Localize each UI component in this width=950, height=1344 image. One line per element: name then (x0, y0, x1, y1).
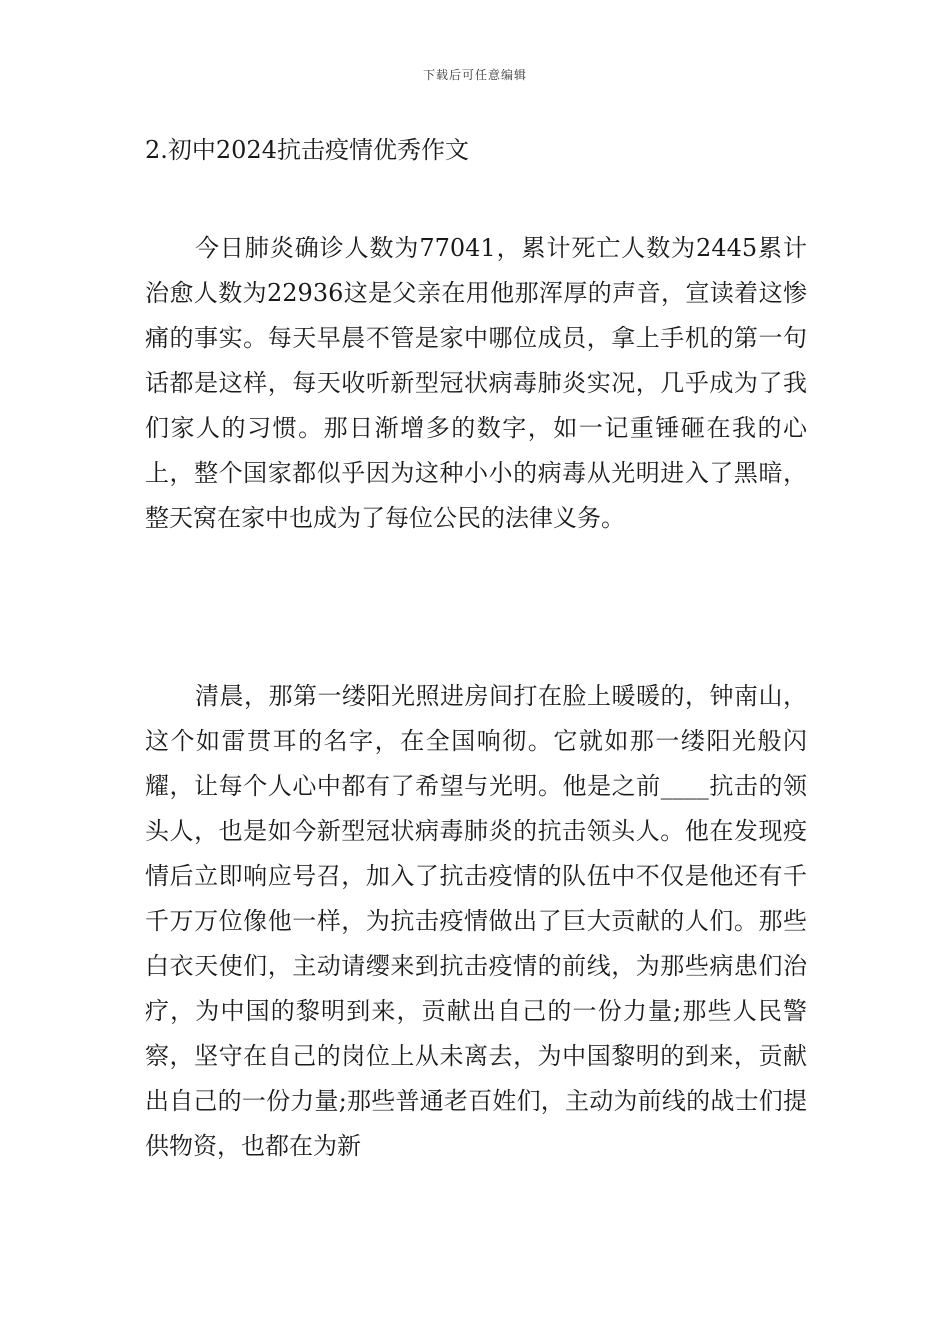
paragraph-2: 清晨，那第一缕阳光照进房间打在脸上暖暖的，钟南山，这个如雷贯耳的名字，在全国响彻。它就如那一缕阳光般闪耀，让每个人心中都有了希望与光明。他是之前____抗击的领头人，也是如今新型冠状病毒肺炎的抗击领头人。他在发现疫情后立即响应号召，加入了抗击疫情的队伍中不仅是他还有千千万万位像他一样，为抗击疫情做出了巨大贡献的人们。那些白衣天使们，主动请缨来到抗击疫情的前线，为那些病患们治疗，为中国的黎明到来，贡献出自己的一份力量;那些人民警察，坚守在自己的岗位上从未离去，为中国黎明的到来，贡献出自己的一份力量;那些普通老百姓们，主动为前线的战士们提供物资，也都在为新 (145, 682, 807, 1160)
document-title: 2.初中2024抗击疫情优秀作文 (145, 136, 469, 164)
header-note: 下载后可任意编辑 (422, 68, 527, 82)
paragraph-1: 今日肺炎确诊人数为77041，累计死亡人数为2445累计治愈人数为22936这是父亲在用他那浑厚的声音，宣读着这惨痛的事实。每天早晨不管是家中哪位成员，拿上手机的第一句话都是这样，每天收听新型冠状病毒肺炎实况，几乎成为了我们家人的习惯。那日渐增多的数字，如一记重锤砸在我的心上，整个国家都似乎因为这种小小的病毒从光明进入了黑暗，整天窝在家中也成为了每位公民的法律义务。 (145, 234, 807, 532)
